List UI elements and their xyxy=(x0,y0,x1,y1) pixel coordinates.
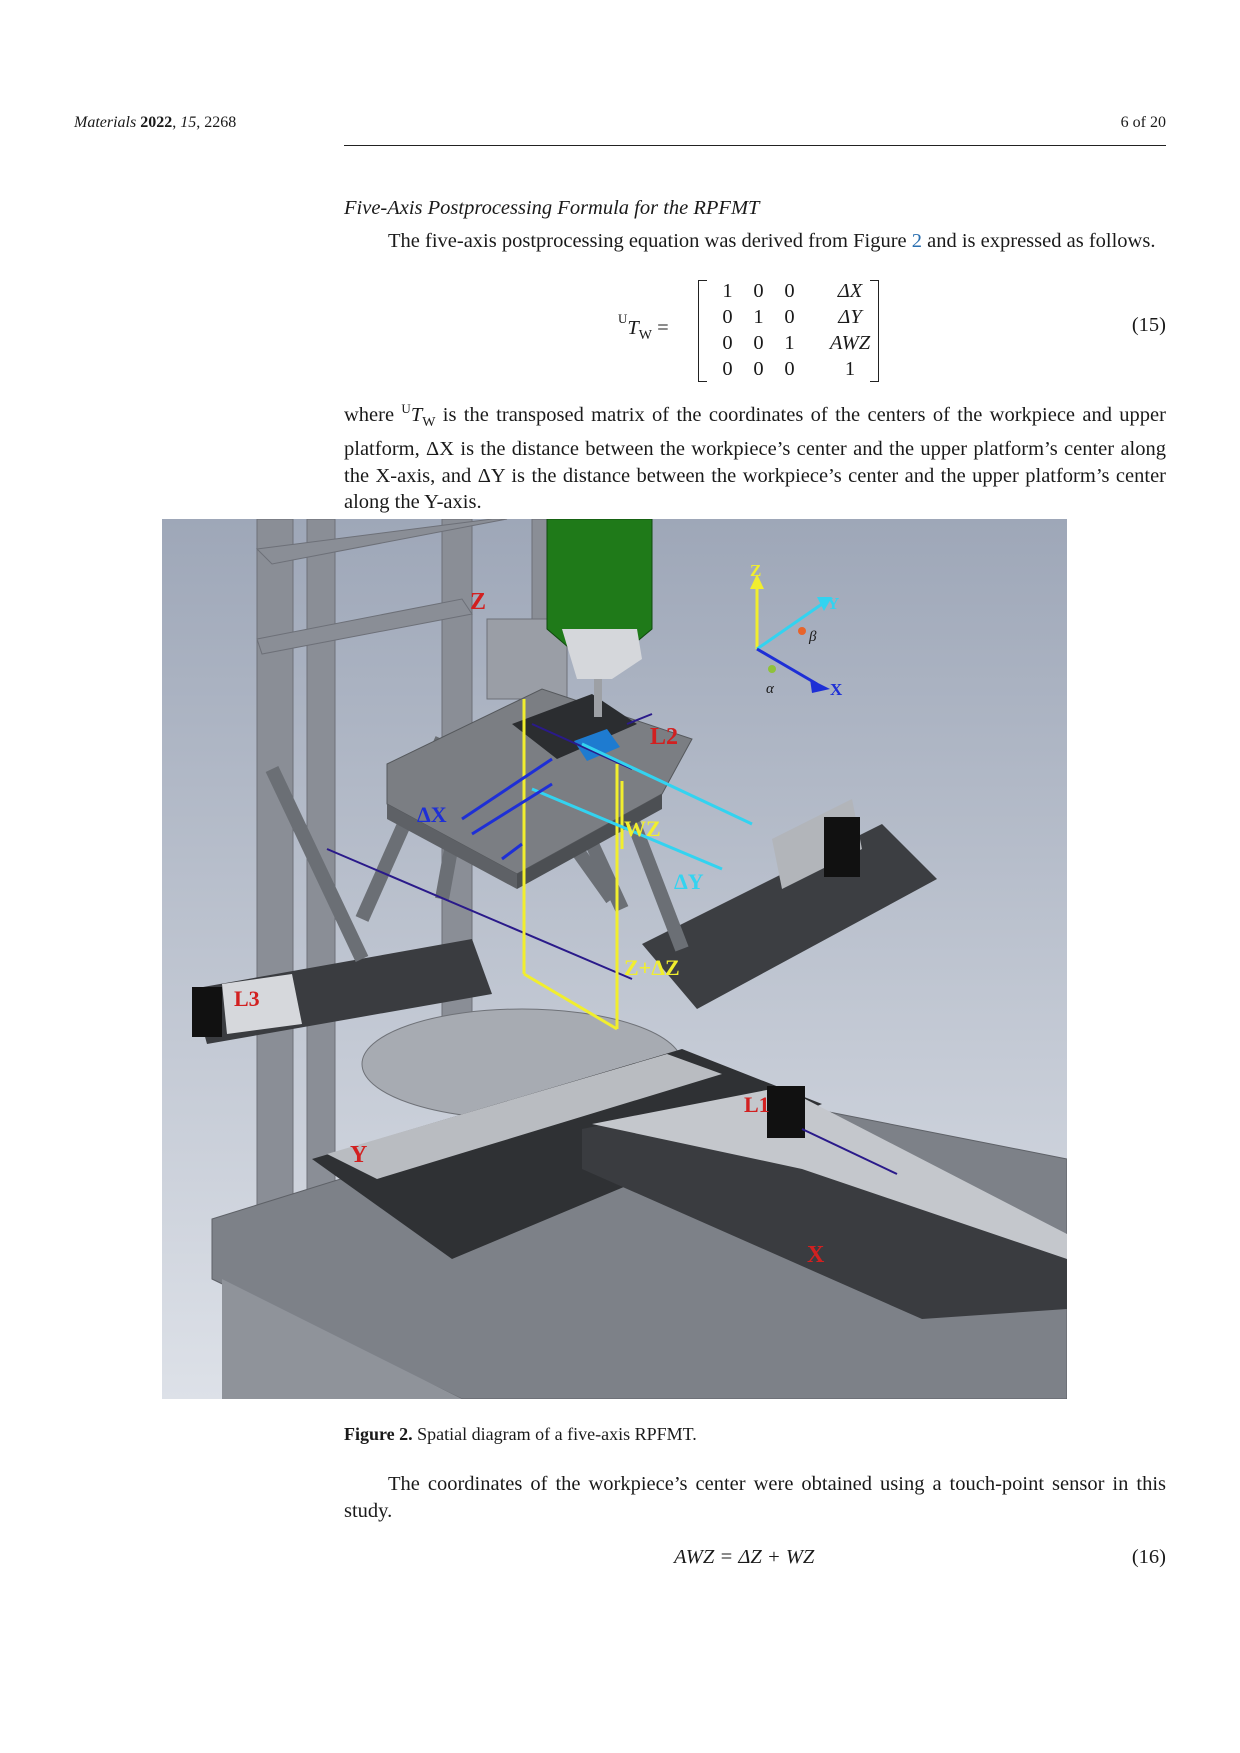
equation-16 xyxy=(344,1546,1166,1574)
l1-lower-motor xyxy=(767,1086,805,1138)
equals-sign: = xyxy=(657,316,669,339)
matrix-cell: 1 xyxy=(844,357,856,380)
explanation-subscript: W xyxy=(422,414,436,430)
label-z-dz: Z+ΔZ xyxy=(624,955,680,980)
l3-motor xyxy=(192,987,222,1037)
section-title: Five-Axis Postprocessing Formula for the RPFMT xyxy=(344,197,760,219)
matrix-cell: 0 xyxy=(722,305,733,328)
matrix-cell: 0 xyxy=(753,331,764,354)
equation-16-expression: AWZ = ΔZ + WZ xyxy=(674,1546,815,1568)
matrix-cell: 0 xyxy=(784,305,795,328)
article-number: 2268 xyxy=(204,114,237,131)
figure-2-image xyxy=(162,519,1067,1399)
label-l1: L1 xyxy=(744,1092,770,1117)
explanation-text-a: where xyxy=(344,403,402,426)
matrix-cell: 0 xyxy=(784,357,795,380)
matrix-row xyxy=(712,304,895,330)
matrix-cell: 1 xyxy=(722,279,733,302)
l1-motor xyxy=(824,817,860,877)
journal-citation: Materials 2022, 15, 2268 xyxy=(74,114,237,131)
lhs-superscript: U xyxy=(618,311,628,326)
explanation-text-b: is the transposed matrix of the coordinates of the centers of the workpiece and upper platform, ΔX is the distance between the workpiece’s center and the upper platform’s center along the X-axis, and ΔY is the distance between the workpiece’s center and the upper platform’s center along the Y-axis. xyxy=(344,403,1166,514)
journal-volume: 15 xyxy=(180,114,197,131)
page-number: 6 of 20 xyxy=(1120,114,1166,131)
matrix-cell: 0 xyxy=(753,279,764,302)
running-header xyxy=(74,114,1166,136)
matrix-cell: ΔX xyxy=(837,279,863,302)
matrix-left-bracket xyxy=(698,280,707,382)
matrix-row xyxy=(712,278,895,304)
equation-15 xyxy=(344,276,1166,382)
equation-15-lhs xyxy=(618,311,669,344)
beta-marker xyxy=(798,627,806,635)
intro-text-a: The five-axis postprocessing equation was derived from Figure xyxy=(388,230,912,252)
label-l3: L3 xyxy=(234,986,260,1011)
label-y: Y xyxy=(350,1142,368,1168)
label-z: Z xyxy=(470,589,487,615)
explanation-paragraph xyxy=(344,396,1166,516)
explanation-symbol: T xyxy=(410,403,423,426)
triad-label-z: Z xyxy=(750,561,762,580)
lhs-symbol: T xyxy=(627,316,639,339)
header-rule xyxy=(344,145,1166,146)
matrix-cell: 0 xyxy=(753,357,764,380)
explanation-superscript: U xyxy=(401,401,411,416)
matrix-right-bracket xyxy=(870,280,879,382)
intro-text-b: and is expressed as follows. xyxy=(922,230,1156,252)
triad-label-x: X xyxy=(830,680,843,699)
label-l2: L2 xyxy=(650,724,679,750)
matrix-cell: AWZ xyxy=(829,331,871,354)
label-x: X xyxy=(807,1242,825,1268)
label-dy: ΔY xyxy=(674,869,704,894)
journal-name: Materials xyxy=(74,114,137,131)
matrix-cell: 0 xyxy=(722,357,733,380)
beta-label: β xyxy=(809,629,817,645)
matrix-cell: 1 xyxy=(753,305,764,328)
after-figure-paragraph xyxy=(344,1471,1166,1524)
alpha-marker xyxy=(768,665,776,673)
alpha-label: α xyxy=(766,681,774,697)
after-figure-text: The coordinates of the workpiece’s center were obtained using a touch-point sensor in this study. xyxy=(344,1473,1166,1522)
matrix-cell: 0 xyxy=(722,331,733,354)
equation-15-number: (15) xyxy=(1131,314,1166,336)
figure-link[interactable]: 2 xyxy=(911,230,923,252)
rpfmt-diagram xyxy=(162,519,1067,1399)
spindle-tool xyxy=(594,679,602,717)
intro-paragraph xyxy=(344,228,1166,255)
matrix-cell: 0 xyxy=(784,279,795,302)
lhs-subscript: W xyxy=(638,327,653,343)
figure-caption xyxy=(344,1424,697,1445)
label-dx: ΔX xyxy=(417,802,447,827)
triad-label-y: Y xyxy=(827,594,840,613)
matrix-row xyxy=(712,330,895,356)
caption-text: Spatial diagram of a five-axis RPFMT. xyxy=(412,1424,697,1444)
equation-16-number: (16) xyxy=(1131,1546,1166,1568)
transform-matrix xyxy=(712,278,895,382)
label-wz: WZ xyxy=(624,816,661,841)
matrix-cell: 1 xyxy=(784,331,795,354)
journal-year: 2022 xyxy=(140,114,173,131)
matrix-row xyxy=(712,356,895,382)
caption-label: Figure 2. xyxy=(344,1424,413,1444)
matrix-cell: ΔY xyxy=(838,305,862,328)
